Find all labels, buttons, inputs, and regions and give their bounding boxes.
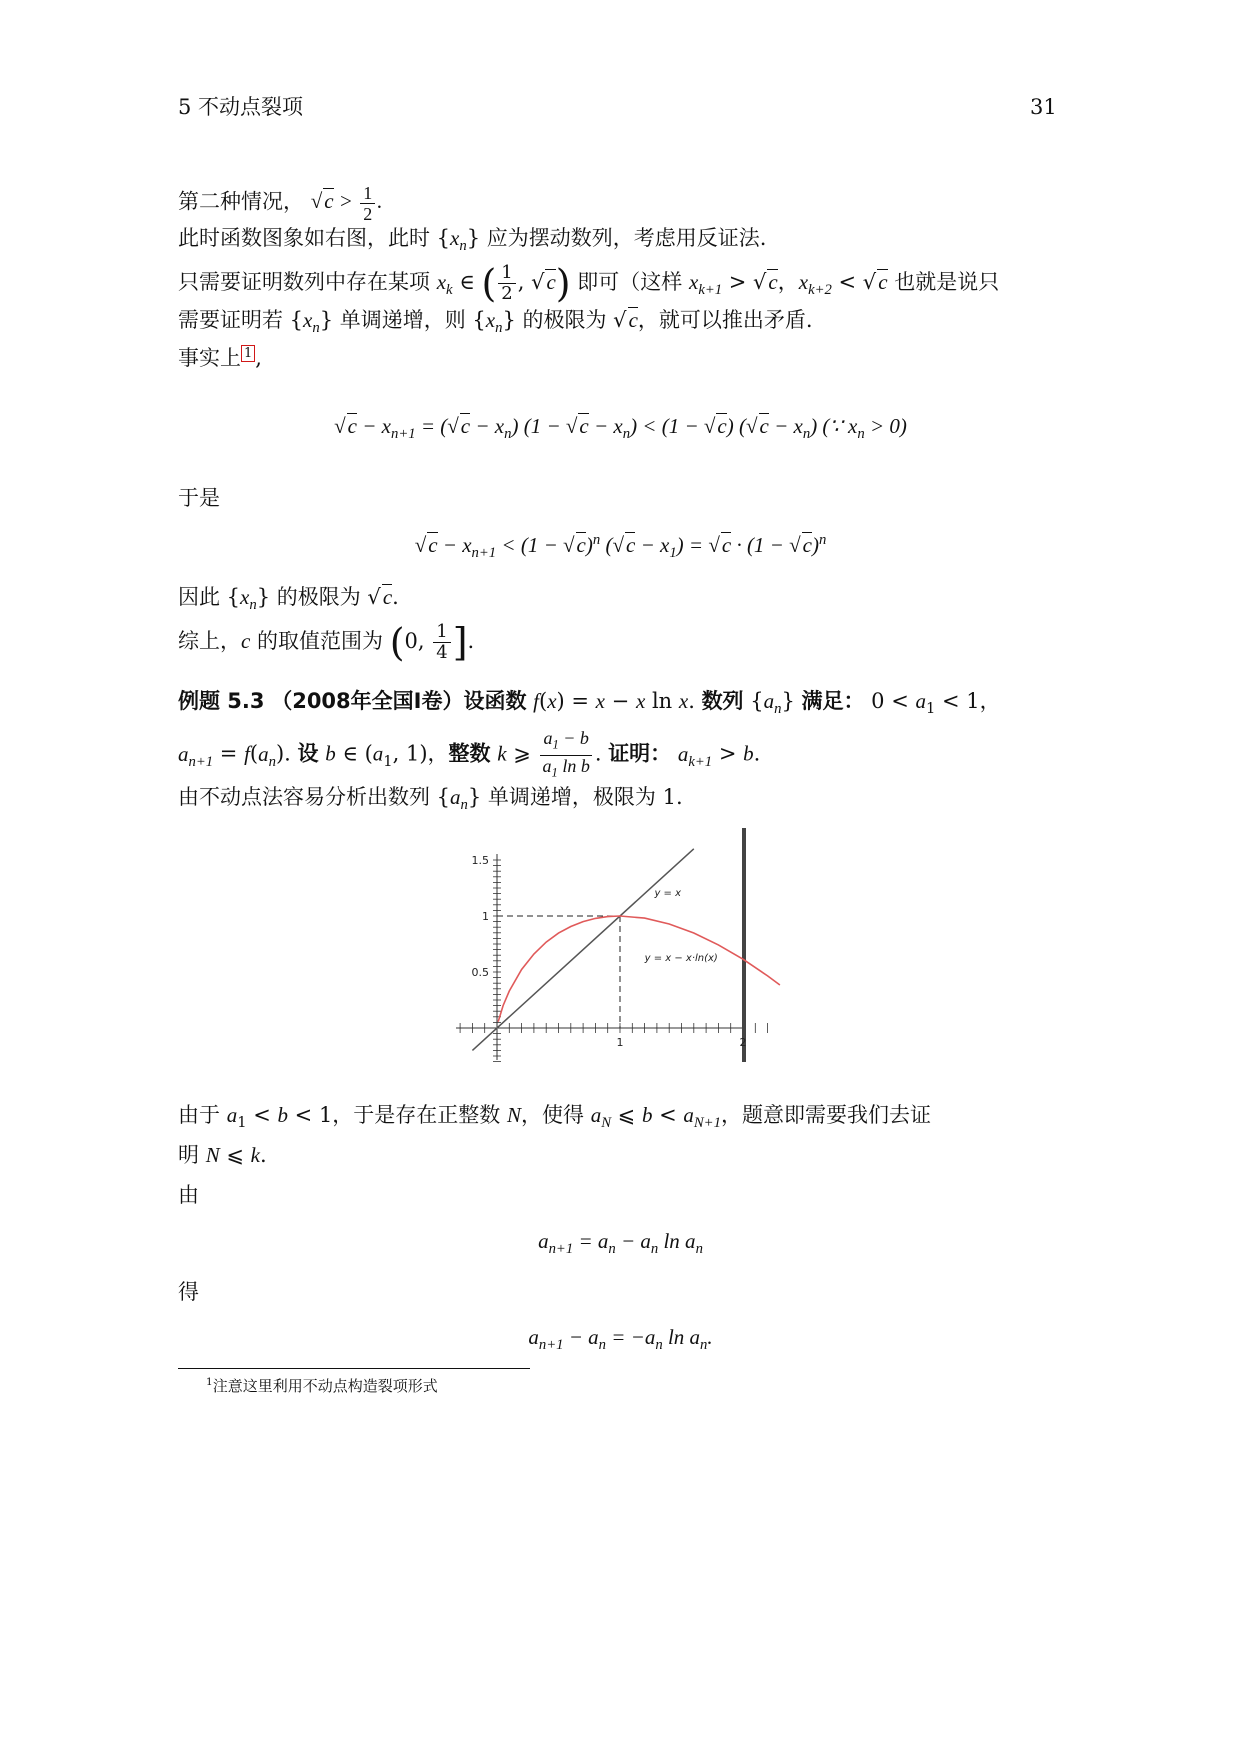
chart-svg <box>456 828 790 1062</box>
equation-4: $a_{n+1} - a_n = -a_n$ $\ln a_n$. <box>528 1325 713 1354</box>
x-tick-label: 2 <box>739 1036 747 1049</box>
case2-condition: √c > $\frac{1}{2}$ . <box>310 183 383 224</box>
y-tick-label: 0.5 <box>471 966 489 979</box>
fixed-point-line: 由不动点法容易分析出数列 $\{a_n\}$ 单调递增，极限为 1. <box>178 785 683 814</box>
limit-line: 因此 $\{x_n\}$ 的极限为 √c. <box>178 585 399 614</box>
example-line-2: $a_{n+1} = f(a_n)$. 设 b ∈ ($a_1$, 1)，整数 k ⩾ $\frac{a_1 - b}{a_1 \ln b}$ . 证明： $a_{k+1} > b$. <box>178 728 761 780</box>
example-label: 例题 5.3 <box>178 689 265 713</box>
footnote-rule <box>178 1368 530 1369</box>
get-label: 得 <box>178 1280 199 1304</box>
summary-line: 综上，c 的取值范围为 (0, $\frac{1}{4}$ ]. <box>178 620 475 665</box>
footnote-link[interactable]: 1 <box>241 345 255 362</box>
series-line-curve <box>498 916 780 1022</box>
after-line-2: 明 N ⩽ k. <box>178 1143 267 1167</box>
page-number: 31 <box>1030 95 1057 119</box>
footnote <box>206 1372 438 1396</box>
fact-line: 事实上 $^1$ , <box>178 346 262 370</box>
series-label-y-equals-x: y = x <box>654 887 682 899</box>
thus-label: 于是 <box>178 486 220 510</box>
equation-3: $a_{n+1} = a_n - a_n$ $\ln a_n$ <box>538 1229 703 1258</box>
need-proof-line-2: 需要证明若 $\{x_n\}$ 单调递增，则 $\{x_n\}$ 的极限为 √c，就可以推出矛盾. <box>178 308 813 337</box>
from-label: 由 <box>178 1183 199 1207</box>
running-header: 5 不动点裂项 <box>178 95 304 119</box>
series-line-y-equals-x <box>472 849 693 1051</box>
x-tick-label: 1 <box>616 1036 624 1049</box>
footnote-number: 1 <box>206 1376 213 1388</box>
equation-1: $√c - x_{n+1} = (√c - x_n) (1 - √c - x_n) < (1 - √c) (√c - x_n)$ (∵ $x_n > 0$) <box>334 414 907 443</box>
y-tick-label: 1 <box>482 910 489 923</box>
y-tick-label: 1.5 <box>471 854 489 867</box>
example-line-1: 例题 5.3 （2008年全国Ⅰ卷）设函数 f(x) = x − x ln x. 数列 $\{a_n\}$ 满足： $0 < a_1 < 1$， <box>178 689 1001 718</box>
case2-line <box>178 183 382 224</box>
need-proof-line-1: 只需要证明数列中存在某项 $x_k$ ∈ ( $\frac{1}{2}$ , √c) 即可（这样 $x_{k+1} > √c$，$x_{k+2} < √c$ 也就是说只 <box>178 261 1000 306</box>
example-source: （2008年全国Ⅰ卷）设函数 <box>271 689 527 713</box>
function-graph <box>456 828 790 1062</box>
after-line-1: 由于 $a_1 < b < 1$，于是存在正整数 N，使得 $a_N$ ⩽ $b < a_{N+1}$，题意即需要我们去证 <box>178 1103 931 1132</box>
equation-2: $√c - x_{n+1} < (1 - √c)^n$ $(√c - x_1) = √c \cdot (1 - √c)^n$ <box>414 532 827 562</box>
graph-description-line: 此时函数图象如右图，此时 $\{x_n\}$ 应为摆动数列，考虑用反证法. <box>178 226 767 255</box>
series-label-curve: y = x − x·ln(x) <box>644 952 718 964</box>
case2-label: 第二种情况， <box>178 189 304 214</box>
fact-label: 事实上 <box>178 346 241 370</box>
footnote-text: 注意这里利用不动点构造裂项形式 <box>212 1377 438 1395</box>
